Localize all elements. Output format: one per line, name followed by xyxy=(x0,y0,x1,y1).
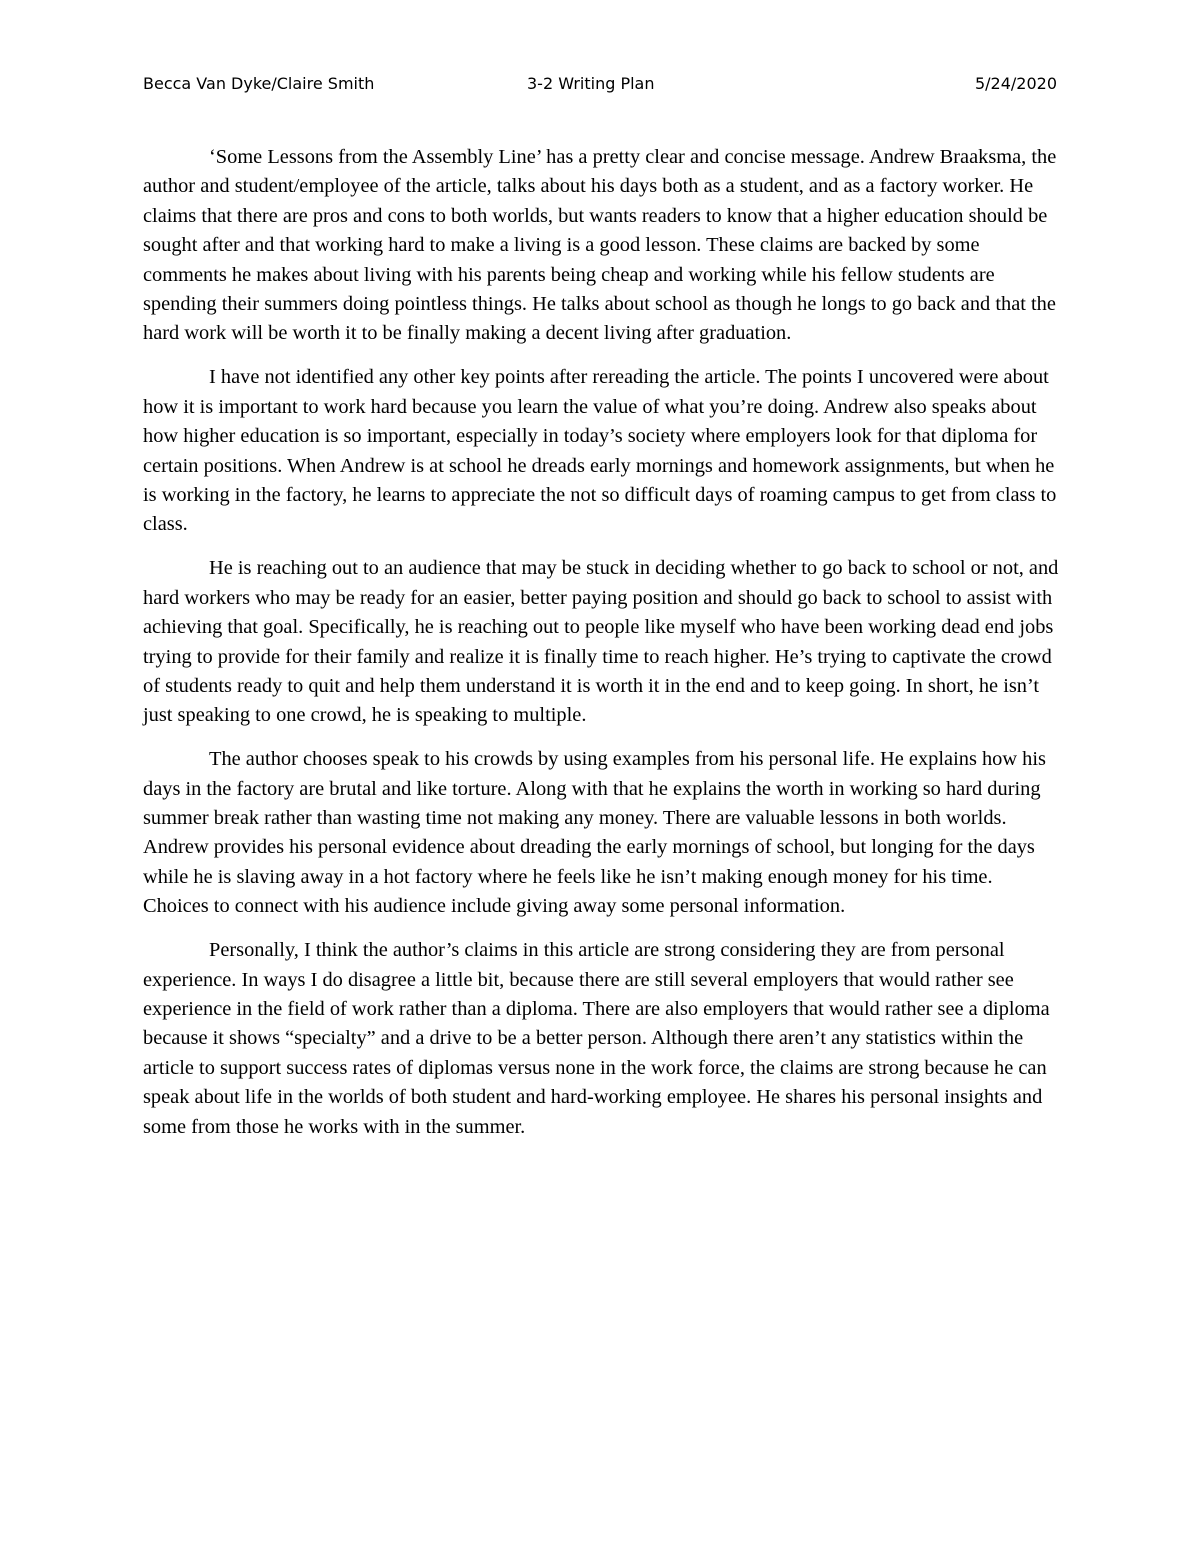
header-authors: Becca Van Dyke/Claire Smith xyxy=(143,74,375,93)
paragraph-2: I have not identified any other key points after rereading the article. The points I uncovered were about how it is important to work hard because you learn the value of what you’re doing. Andrew also speaks about how higher education is so important, especially in today’s society where employers look for that diploma for certain positions. When Andrew is at school he dreads early mornings and homework assignments, but when he is working in the factory, he learns to appreciate the not so difficult days of roaming campus to get from class to class. xyxy=(143,366,1057,536)
paragraph-1: ‘Some Lessons from the Assembly Line’ has a pretty clear and concise message. Andrew Braaksma, the author and student/employee of the article, talks about his days both as a student, and as a factory worker. He claims that there are pros and cons to both worlds, but wants readers to know that a higher education should be sought after and that working hard to make a living is a good lesson. These claims are backed by some comments he makes about living with his parents being cheap and working while his fellow students are spending their summers doing pointless things. He talks about school as though he longs to go back and that the hard work will be worth it to be finally making a decent living after graduation. xyxy=(143,146,1057,345)
header-date: 5/24/2020 xyxy=(974,74,1057,93)
paragraph-4: The author chooses speak to his crowds by using examples from his personal life. He explains how his days in the factory are brutal and like torture. Along with that he explains the worth in working so hard during summer break rather than wasting time not making any money. There are valuable lessons in both worlds. Andrew provides his personal evidence about dreading the early mornings of school, but longing for the days while he is slaving away in a hot factory where he feels like he isn’t making enough money for his time. Choices to connect with his audience include giving away some personal information. xyxy=(143,748,1046,918)
paragraph-5: Personally, I think the author’s claims in this article are strong considering they are from personal experience. In ways I do disagree a little bit, because there are still several employers that would rather see experience in the field of work rather than a diploma. There are also employers that would rather see a diploma because it shows “specialty” and a drive to be a better person. Although there aren’t any statistics within the article to support success rates of diplomas versus none in the work force, the claims are strong because he can speak about life in the worlds of both student and hard-working employee. He shares his personal insights and some from those he works with in the summer. xyxy=(143,939,1050,1138)
page-header xyxy=(143,74,1057,100)
header-title: 3-2 Writing Plan xyxy=(527,74,655,93)
paragraph-3: He is reaching out to an audience that may be stuck in deciding whether to go back to school or not, and hard workers who may be ready for an easier, better paying position and should go back to school to assist with achieving that goal. Specifically, he is reaching out to people like myself who have been working dead end jobs trying to provide for their family and realize it is finally time to reach higher. He’s trying to captivate the crowd of students ready to quit and help them understand it is worth it in the end and to keep going. In short, he isn’t just speaking to one crowd, he is speaking to multiple. xyxy=(143,557,1059,727)
document-body xyxy=(143,143,1061,1157)
